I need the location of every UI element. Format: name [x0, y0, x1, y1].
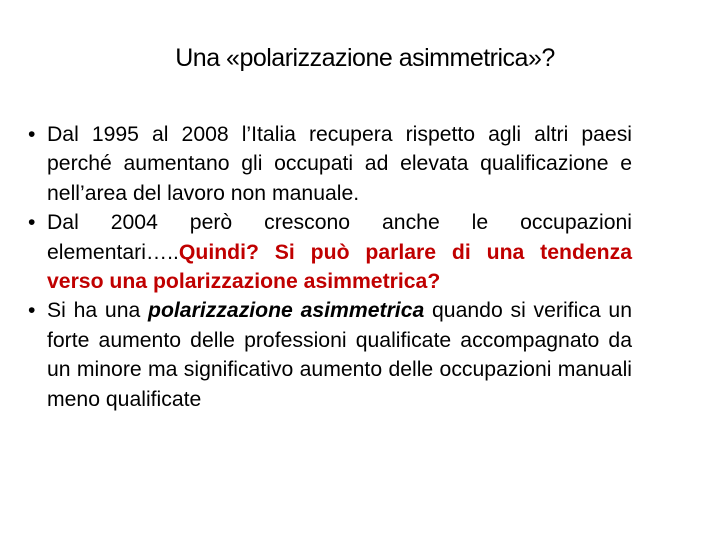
bullet-item-3: [28, 296, 632, 414]
bullet-text-tail: quando si verifica un forte aumento delle professioni qualificate accompagnato da un minore ma significativo aumento delle occupazioni manuali meno qualificate: [47, 299, 632, 411]
bullet-dot-icon: •: [28, 123, 36, 146]
bullet-item-2: [28, 208, 632, 296]
bullet-text: Dal 1995 al 2008 l’Italia recupera rispetto agli altri paesi perché aumentano gli occupati ad elevata qualificazione e nell’area del lavoro non manuale.: [47, 123, 632, 205]
bullet-dot-icon: •: [28, 299, 36, 323]
highlight-question: Quindi? Si può parlare di una tendenza verso una polarizzazione asimmetrica?: [47, 240, 632, 294]
emphasis-term: polarizzazione asimmetrica: [148, 299, 425, 323]
bullet-text: Dal 2004 però crescono anche le occupazioni elementari…..: [47, 211, 632, 264]
bullet-item-1: [28, 120, 632, 208]
bullet-list: [28, 120, 632, 414]
bullet-text: Si ha una: [47, 299, 149, 323]
bullet-dot-icon: •: [28, 211, 36, 235]
slide-title: Una «polarizzazione asimmetrica»?: [175, 44, 555, 72]
